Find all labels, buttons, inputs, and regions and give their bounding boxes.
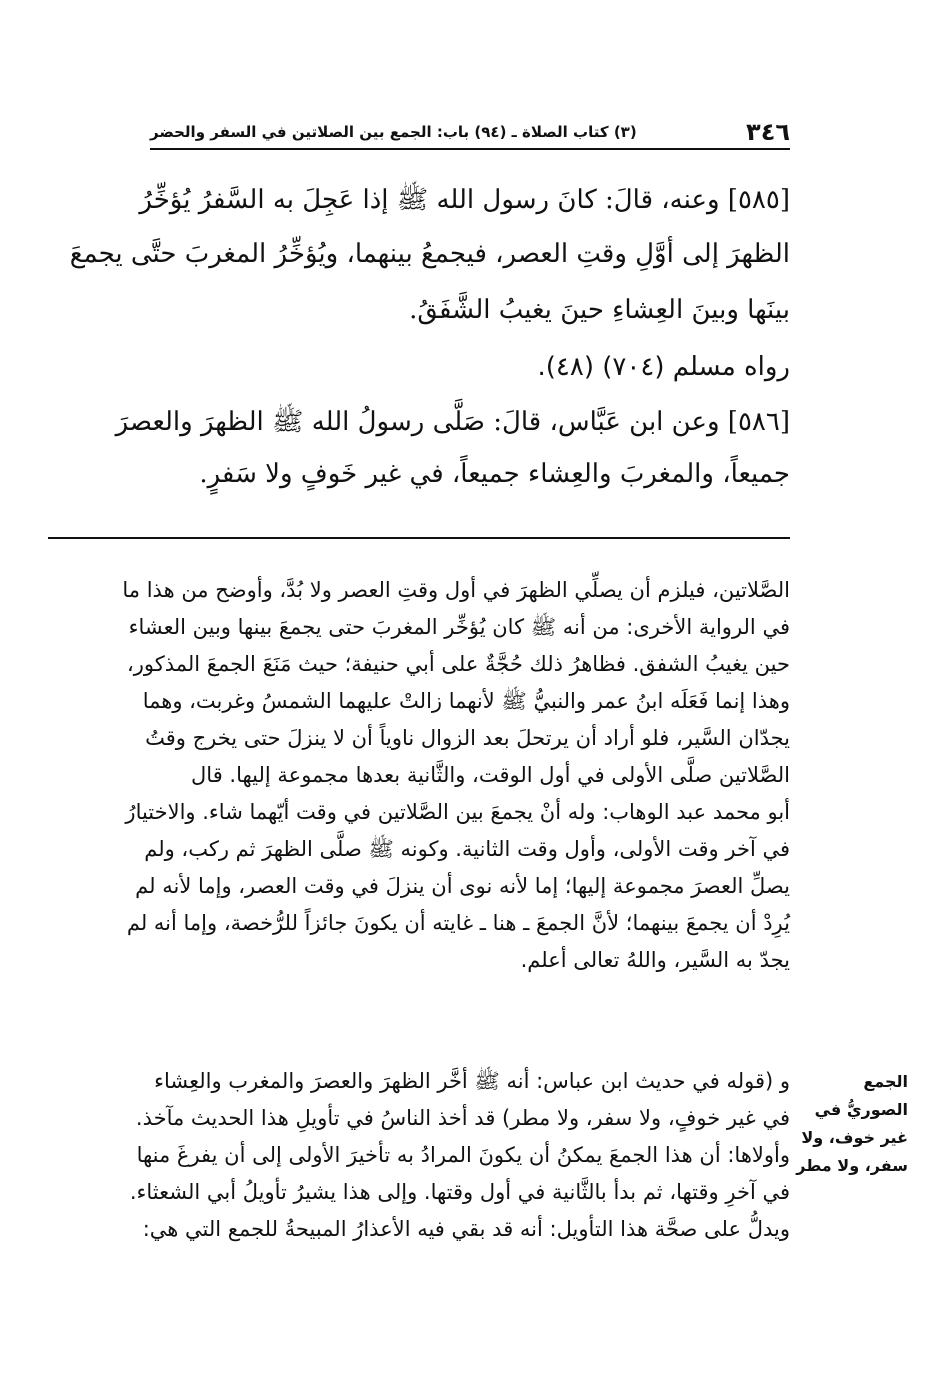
commentary-line: يصلِّ العصرَ مجموعة إليها؛ إما لأنه نوى أن ينزلَ في وقت العصر، وإما لأنه لم	[135, 874, 790, 898]
commentary-line: يُرِدْ أن يجمعَ بينهما؛ لأنَّ الجمعَ ـ هنا ـ غايته أن يكونَ جائزاً للرُّخصة، وإما أنه لم	[126, 911, 790, 935]
hadith-585-line: بينَها وبينَ العِشاءِ حينَ يغيبُ الشَّفَقُ.	[409, 295, 790, 325]
commentary-line: ويدلُّ على صحَّة هذا التأويل: أنه قد بقي فيه الأعذارُ المبيحةُ للجمع التي هي:	[142, 1217, 790, 1241]
commentary-line: في آخرِ وقتها، ثم بدأ بالثَّانية في أول وقتها. وإلى هذا يشيرُ تأويلُ أبي الشعثاء.	[129, 1180, 790, 1204]
hadith-585-line: الظهرَ إلى أوَّلِ وقتِ العصر، فيجمعُ بينهما، ويُؤخِّرُ المغربَ حتَّى يجمعَ	[69, 239, 790, 269]
hadith-585-source: رواه مسلم (٧٠٤) (٤٨).	[537, 352, 790, 382]
running-title: (٣) كتاب الصلاة ـ (٩٤) باب: الجمع بين الصلاتين في السفر والحضر	[150, 123, 637, 141]
page-number: ٣٤٦	[746, 118, 790, 146]
margin-note-line: غير خوف، ولا	[801, 1128, 908, 1147]
hadith-586-line: [٥٨٦] وعن ابن عَبَّاس، قالَ: صَلَّى رسولُ الله ﷺ الظهرَ والعصرَ	[115, 407, 790, 437]
margin-note-line: الجمع	[863, 1072, 908, 1091]
commentary-line: حين يغيبُ الشفق. فظاهرُ ذلك حُجَّةٌ على أبي حنيفة؛ حيث مَنَعَ الجمعَ المذكور،	[126, 652, 790, 676]
commentary-line: في غير خوفٍ، ولا سفر، ولا مطر) قد أخذ الناسُ في تأويلِ هذا الحديث مآخذ.	[135, 1106, 790, 1130]
commentary-line: في الرواية الأخرى: من أنه ﷺ كان يُؤخِّر المغربَ حتى يجمعَ بينها وبين العشاء	[128, 615, 790, 639]
section-divider	[48, 537, 790, 539]
commentary-line: الصَّلاتين، فيلزم أن يصلِّي الظهرَ في أول وقتِ العصر ولا بُدَّ، وأوضح من هذا ما	[122, 578, 790, 602]
commentary-line: و (قوله في حديث ابن عباس: أنه ﷺ أخَّر الظهرَ والعصرَ والمغرب والعِشاء	[154, 1069, 790, 1093]
commentary-line: في آخر وقت الأولى، وأول وقت الثانية. وكونه ﷺ صلَّى الظهرَ ثم ركب، ولم	[144, 837, 790, 861]
margin-note-line: الصوريُّ في	[814, 1100, 908, 1119]
commentary-line: يجدّ به السَّير، واللهُ تعالى أعلم.	[520, 948, 790, 972]
hadith-586-line: جميعاً، والمغربَ والعِشاء جميعاً، في غير خَوفٍ ولا سَفرٍ.	[199, 459, 790, 489]
commentary-line: أبو محمد عبد الوهاب: وله أنْ يجمعَ بين الصَّلاتين في وقت أيّهما شاء. والاختيارُ	[125, 800, 790, 824]
commentary-line: يجدّان السَّير، فلو أراد أن يرتحلَ بعد الزوال ناوياً أن لا ينزلَ حتى يخرج وقتُ	[145, 726, 790, 750]
commentary-line: الصَّلاتين صلَّى الأولى في أول الوقت، والثَّانية بعدها مجموعة إليها. قال	[191, 763, 790, 787]
margin-note-line: سفر، ولا مطر	[796, 1156, 908, 1175]
commentary-line: وأولاها: أن هذا الجمعَ يمكنُ أن يكونَ المرادُ به تأخيرَ الأولى إلى أن يفرغَ منها	[136, 1143, 790, 1167]
margin-note	[796, 1068, 908, 1180]
commentary-line: وهذا إنما فَعَلَه ابنُ عمر والنبيُّ ﷺ لأنهما زالتْ عليهما الشمسُ وغربت، وهما	[142, 689, 790, 713]
hadith-585-line: [٥٨٥] وعنه، قالَ: كانَ رسول الله ﷺ إذا عَجِلَ به السَّفرُ يُؤخِّرُ	[139, 185, 790, 215]
page-header	[150, 118, 790, 150]
